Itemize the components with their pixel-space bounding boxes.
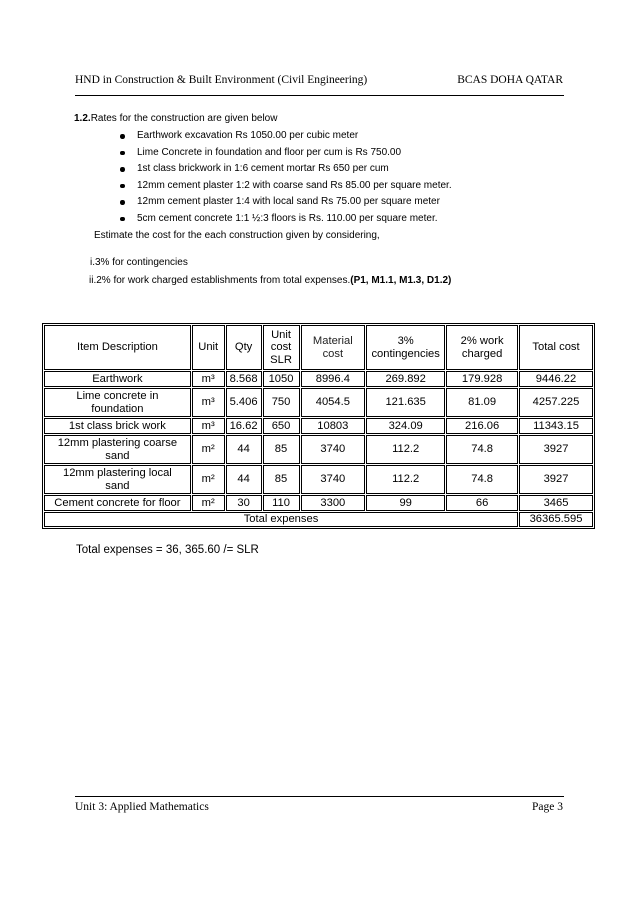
header-course-title: HND in Construction & Built Environment (Civil Engineering) <box>75 74 368 86</box>
cell-item: Lime concrete in foundation <box>44 388 191 417</box>
cell-unit: m³ <box>192 418 225 434</box>
question-number: 1.2. <box>74 113 91 124</box>
criteria-codes: (P1, M1.1, M1.3, D1.2) <box>350 275 452 286</box>
header-contingencies: 3% contingencies <box>366 325 445 370</box>
cell-total: 3927 <box>519 435 593 464</box>
cell-material: 8996.4 <box>301 371 366 387</box>
cell-qty: 30 <box>226 495 262 511</box>
cell-total: 3927 <box>519 465 593 494</box>
cell-total: 3465 <box>519 495 593 511</box>
cell-material: 3300 <box>301 495 366 511</box>
cell-rate: 110 <box>263 495 300 511</box>
cell-contingencies: 324.09 <box>366 418 445 434</box>
cell-contingencies: 99 <box>366 495 445 511</box>
page-footer <box>75 801 563 819</box>
cell-work-charged: 74.8 <box>446 465 518 494</box>
cell-item: Earthwork <box>44 371 191 387</box>
bullet-icon <box>120 134 125 139</box>
table-row <box>44 388 593 417</box>
cell-material: 10803 <box>301 418 366 434</box>
total-expenses-value: 36365.595 <box>519 512 593 527</box>
list-item: 5cm cement concrete 1:1 ½:3 floors is Rs. 110.00 per square meter. <box>118 211 452 228</box>
header-item-description: Item Description <box>44 325 191 370</box>
cell-rate: 1050 <box>263 371 300 387</box>
cell-rate: 750 <box>263 388 300 417</box>
cell-material: 3740 <box>301 435 366 464</box>
cell-unit: m² <box>192 465 225 494</box>
table-row <box>44 495 593 511</box>
bullet-icon <box>120 167 125 172</box>
table-row <box>44 435 593 464</box>
cell-unit: m² <box>192 435 225 464</box>
cost-table-wrapper <box>42 323 595 529</box>
cell-item: 1st class brick work <box>44 418 191 434</box>
page-header <box>75 74 563 92</box>
rates-list <box>118 128 452 228</box>
cell-work-charged: 216.06 <box>446 418 518 434</box>
header-qty: Qty <box>226 325 262 370</box>
cell-qty: 44 <box>226 435 262 464</box>
header-unit-cost: Unit cost SLR <box>263 325 300 370</box>
total-expenses-summary: Total expenses = 36, 365.60 /= SLR <box>76 544 259 556</box>
cell-total: 4257.225 <box>519 388 593 417</box>
cell-unit: m² <box>192 495 225 511</box>
cell-qty: 44 <box>226 465 262 494</box>
bullet-icon <box>120 217 125 222</box>
cell-qty: 16.62 <box>226 418 262 434</box>
cost-table <box>42 323 595 529</box>
table-row <box>44 371 593 387</box>
table-total-row <box>44 512 593 527</box>
cell-rate: 650 <box>263 418 300 434</box>
cell-material: 4054.5 <box>301 388 366 417</box>
table-row <box>44 418 593 434</box>
estimate-instruction: Estimate the cost for the each construction given by considering, <box>94 230 380 241</box>
cell-work-charged: 81.09 <box>446 388 518 417</box>
condition-contingencies: i.3% for contingencies <box>90 257 188 268</box>
question-intro-text: Rates for the construction are given below <box>90 113 278 124</box>
header-work-charged: 2% work charged <box>446 325 518 370</box>
header-total-cost: Total cost <box>519 325 593 370</box>
footer-page-number: Page 3 <box>532 801 563 813</box>
bullet-icon <box>120 184 125 189</box>
total-expenses-label: Total expenses <box>44 512 518 527</box>
header-institution: BCAS DOHA QATAR <box>457 74 563 86</box>
cell-rate: 85 <box>263 465 300 494</box>
cell-item: 12mm plastering local sand <box>44 465 191 494</box>
question-intro <box>74 113 277 124</box>
cell-contingencies: 112.2 <box>366 465 445 494</box>
bullet-icon <box>120 200 125 205</box>
footer-divider <box>75 796 564 797</box>
cell-item: Cement concrete for floor <box>44 495 191 511</box>
cell-work-charged: 66 <box>446 495 518 511</box>
cell-contingencies: 269.892 <box>366 371 445 387</box>
list-item: 12mm cement plaster 1:2 with coarse sand Rs 85.00 per square meter. <box>118 178 452 195</box>
cell-contingencies: 121.635 <box>366 388 445 417</box>
header-unit: Unit <box>192 325 225 370</box>
cell-work-charged: 179.928 <box>446 371 518 387</box>
footer-unit-title: Unit 3: Applied Mathematics <box>75 801 209 813</box>
header-material-cost: Material cost <box>301 325 366 370</box>
list-item: 12mm cement plaster 1:4 with local sand Rs 75.00 per square meter <box>118 194 452 211</box>
table-header-row <box>44 325 593 370</box>
cell-rate: 85 <box>263 435 300 464</box>
cell-unit: m³ <box>192 371 225 387</box>
cell-work-charged: 74.8 <box>446 435 518 464</box>
cell-total: 9446.22 <box>519 371 593 387</box>
bullet-icon <box>120 151 125 156</box>
cell-contingencies: 112.2 <box>366 435 445 464</box>
cell-item: 12mm plastering coarse sand <box>44 435 191 464</box>
cell-total: 11343.15 <box>519 418 593 434</box>
list-item: Earthwork excavation Rs 1050.00 per cubic meter <box>118 128 452 145</box>
cell-unit: m³ <box>192 388 225 417</box>
cell-material: 3740 <box>301 465 366 494</box>
cell-qty: 8.568 <box>226 371 262 387</box>
list-item: Lime Concrete in foundation and floor per cum is Rs 750.00 <box>118 145 452 162</box>
condition-work-charged: ii.2% for work charged establishments from total expenses.(P1, M1.1, M1.3, D1.2) <box>89 275 452 286</box>
table-row <box>44 465 593 494</box>
header-divider <box>75 95 564 96</box>
cell-qty: 5.406 <box>226 388 262 417</box>
list-item: 1st class brickwork in 1:6 cement mortar Rs 650 per cum <box>118 161 452 178</box>
